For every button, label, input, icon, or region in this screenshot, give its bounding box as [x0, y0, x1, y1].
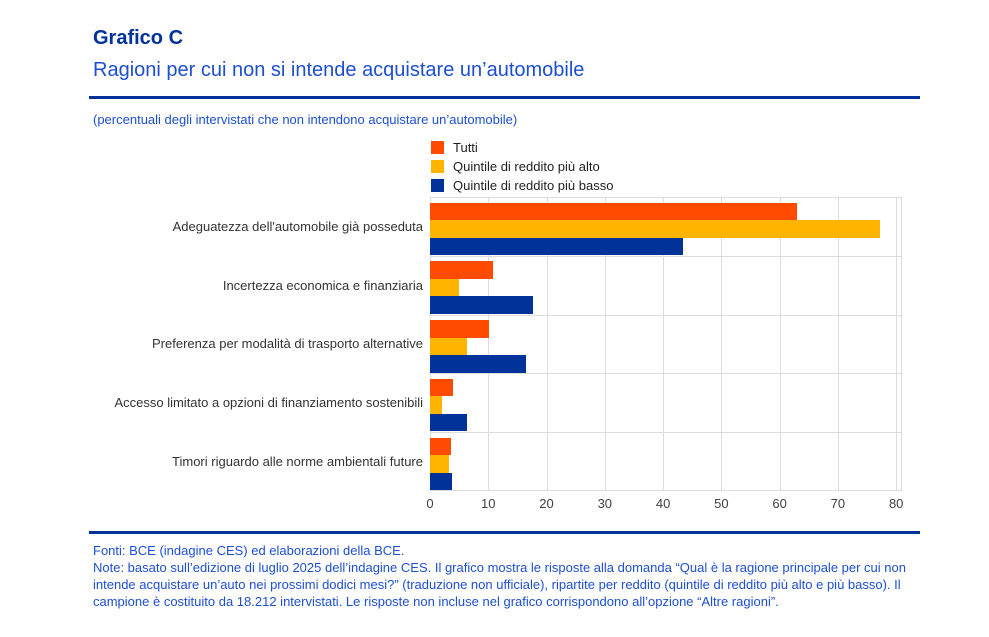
x-tick-label: 20: [539, 496, 554, 511]
legend-label: Tutti: [453, 140, 478, 155]
legend-swatch-quintile-alto: [431, 160, 444, 173]
gridline-vertical: [896, 197, 897, 491]
x-tick-label: 70: [830, 496, 846, 511]
legend-item-quintile-alto: [431, 157, 613, 176]
legend-swatch-tutti: [431, 141, 444, 154]
legend-label: Quintile di reddito più alto: [453, 159, 600, 174]
plot-right-border: [901, 197, 902, 491]
gridline-vertical: [780, 197, 781, 491]
page-title: Ragioni per cui non si intende acquistare un’automobile: [93, 59, 585, 81]
bar-quintile-di-reddito-pi-basso: [430, 414, 467, 432]
bar-tutti: [430, 320, 489, 338]
bar-quintile-di-reddito-pi-basso: [430, 296, 533, 314]
footer-notes: Note: basato sull’edizione di luglio 2025 dell’indagine CES. Il grafico mostra le risposte alla domanda “Qual è la ragione principale per cui non intende acquistare un’auto nei prossimi dodici mesi?” (traduzione non ufficiale), ripartite per reddito (quintile di reddito più alto e più basso). Il campione è costituito da 18.212 intervistati. Le risposte non incluse nel grafico corrispondono all’opzione “Altre ragioni”.: [93, 560, 906, 609]
x-tick-label: 60: [772, 496, 787, 511]
bar-quintile-di-reddito-pi-alto: [430, 396, 442, 414]
gridline-horizontal: [430, 315, 902, 316]
category-label: Adeguatezza dell'automobile già posseduta: [172, 218, 423, 234]
category-label: Timori riguardo alle norme ambientali future: [172, 454, 423, 470]
gridline-vertical: [838, 197, 839, 491]
unit-note: (percentuali degli intervistati che non intendono acquistare un’automobile): [93, 112, 518, 127]
category-label: Incertezza economica e finanziaria: [222, 277, 423, 293]
bar-quintile-di-reddito-pi-alto: [430, 279, 459, 297]
bar-quintile-di-reddito-pi-alto: [430, 455, 449, 473]
plot-area: [430, 197, 902, 491]
category-axis: [60, 197, 423, 491]
bar-quintile-di-reddito-pi-basso: [430, 355, 526, 373]
legend: [431, 138, 613, 195]
category-label: Preferenza per modalità di trasporto alternative: [152, 336, 423, 352]
bar-tutti: [430, 379, 453, 397]
gridline-horizontal: [430, 490, 902, 491]
x-tick-label: 10: [481, 496, 496, 511]
x-axis: [426, 496, 904, 512]
gridline-horizontal: [430, 256, 902, 257]
legend-item-quintile-basso: [431, 176, 613, 195]
bar-quintile-di-reddito-pi-alto: [430, 220, 880, 238]
legend-label: Quintile di reddito più basso: [453, 178, 614, 193]
x-tick-label: 0: [426, 496, 434, 511]
title-rule: [89, 96, 920, 99]
x-tick-label: 30: [597, 496, 613, 511]
category-label: Accesso limitato a opzioni di finanziamento sostenibili: [114, 395, 423, 411]
gridline-horizontal: [430, 197, 902, 198]
bar-quintile-di-reddito-pi-alto: [430, 338, 467, 356]
x-tick-label: 50: [714, 496, 729, 511]
gridline-horizontal: [430, 432, 902, 433]
bar-quintile-di-reddito-pi-basso: [430, 238, 683, 256]
bar-tutti: [430, 438, 451, 456]
bar-tutti: [430, 261, 493, 279]
x-tick-label: 40: [655, 496, 671, 511]
chart-label: Grafico C: [93, 27, 184, 49]
legend-swatch-quintile-basso: [431, 179, 444, 192]
legend-item-tutti: [431, 138, 613, 157]
gridline-vertical: [721, 197, 722, 491]
footer-rule: [89, 531, 920, 534]
x-tick-label: 80: [888, 496, 904, 511]
gridline-horizontal: [430, 373, 902, 374]
bar-quintile-di-reddito-pi-basso: [430, 473, 452, 491]
footer: [93, 542, 911, 610]
bar-tutti: [430, 203, 797, 221]
footer-sources: Fonti: BCE (indagine CES) ed elaborazioni della BCE.: [93, 543, 405, 558]
